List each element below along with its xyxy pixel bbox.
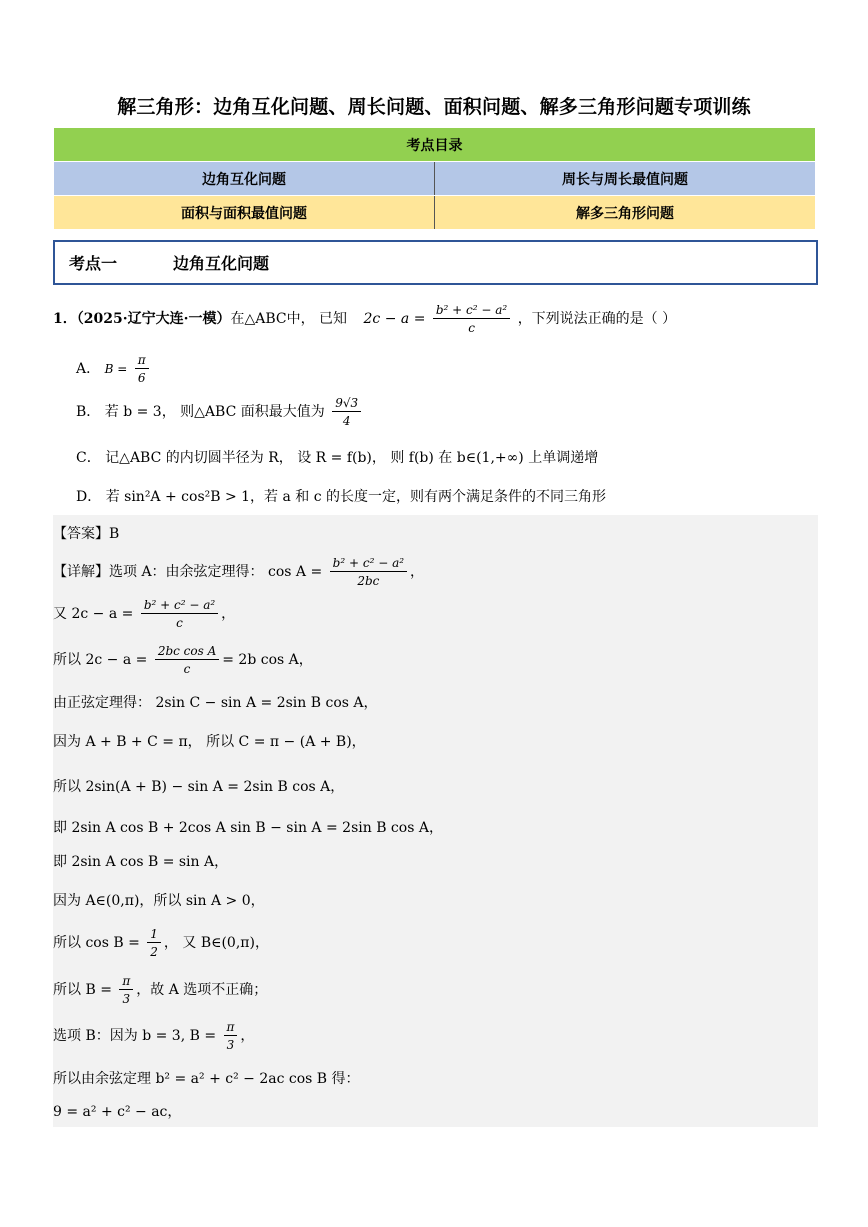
line-text-end: = 2b cos A， — [222, 652, 313, 668]
detail-line-4: 由正弦定理得： 2sin C − sin A = 2sin B cos A， — [53, 695, 378, 711]
line-text-end: ， 又 B∈(0,π)， — [163, 935, 269, 951]
option-b[interactable] — [76, 396, 364, 428]
toc-table — [53, 127, 816, 230]
option-text: 若 sin²A + cos²B > 1，若 a 和 c 的长度一定，则有两个满足条件的不同三角形 — [105, 489, 607, 505]
option-label: C． — [76, 450, 101, 466]
section-heading — [53, 240, 818, 285]
option-fraction — [135, 353, 149, 385]
stem-text-end: ，下列说法正确的是（ ） — [517, 311, 677, 327]
stem-text: 在△ABC中， 已知 — [230, 311, 348, 327]
fraction-denominator: 6 — [137, 371, 146, 385]
fraction-denominator: 4 — [342, 414, 351, 428]
fraction-numerator: π — [135, 353, 149, 369]
detail-line-14: 9 = a² + c² − ac， — [53, 1104, 182, 1120]
detail-line-9: 因为 A∈(0,π)，所以 sin A > 0， — [53, 893, 265, 909]
question-number: 1． — [53, 311, 77, 327]
line-fraction — [224, 1020, 238, 1052]
line-text-end: ， — [240, 1028, 255, 1044]
question-source: （2025·辽宁大连·一模） — [76, 311, 231, 327]
detail-line-6: 所以 2sin(A + B) − sin A = 2sin B cos A， — [53, 779, 345, 795]
detail-line-1 — [53, 556, 424, 588]
option-text: 记△ABC 的内切圆半径为 R， 设 R = f(b)， 则 f(b) 在 b∈(1,+∞) 上单调递增 — [105, 450, 599, 466]
detail-line-11 — [53, 974, 267, 1006]
question-stem — [53, 303, 676, 335]
option-fraction — [332, 396, 361, 428]
fraction-numerator: 2bc cos A — [155, 644, 219, 660]
section-label: 考点一 — [69, 254, 118, 273]
line-fraction — [119, 974, 133, 1006]
answer-line: 【答案】B — [53, 526, 120, 542]
line-text: 又 2c − a = — [53, 606, 134, 622]
fraction-numerator: b² + c² − a² — [433, 303, 510, 319]
option-c[interactable] — [76, 447, 598, 467]
fraction-numerator: b² + c² − a² — [141, 598, 218, 614]
toc-item[interactable]: 周长与周长最值问题 — [435, 162, 816, 196]
detail-line-2 — [53, 598, 235, 630]
detail-label: 【详解】 — [53, 564, 109, 580]
option-label: A． — [76, 361, 101, 377]
toc-item[interactable]: 边角互化问题 — [54, 162, 435, 196]
fraction-numerator: 9√3 — [332, 396, 361, 412]
stem-equation: 2c − a = — [363, 311, 426, 327]
fraction-numerator: b² + c² − a² — [330, 556, 407, 572]
line-text: 所以 2c − a = — [53, 652, 148, 668]
line-fraction — [330, 556, 407, 588]
fraction-denominator: 3 — [226, 1038, 235, 1052]
fraction-denominator: 3 — [122, 992, 131, 1006]
option-label: B． — [76, 404, 101, 420]
fraction-numerator: π — [224, 1020, 238, 1036]
option-label: D． — [76, 489, 102, 505]
detail-line-5: 因为 A + B + C = π， 所以 C = π − (A + B)， — [53, 734, 366, 750]
fraction-denominator: 2bc — [357, 574, 380, 588]
section-name: 边角互化问题 — [173, 254, 270, 273]
detail-line-3 — [53, 644, 313, 676]
toc-item[interactable]: 解多三角形问题 — [435, 196, 816, 230]
option-a[interactable] — [76, 353, 152, 385]
line-fraction — [147, 927, 161, 959]
line-text-end: ，故 A 选项不正确； — [136, 982, 268, 998]
toc-item[interactable]: 面积与面积最值问题 — [54, 196, 435, 230]
line-text: 所以 cos B = — [53, 935, 140, 951]
line-fraction — [141, 598, 218, 630]
line-text-end: ， — [410, 564, 425, 580]
fraction-denominator: c — [183, 662, 191, 676]
detail-line-7: 即 2sin A cos B + 2cos A sin B − sin A = 2sin B cos A， — [53, 820, 443, 836]
toc-header: 考点目录 — [54, 128, 816, 162]
fraction-numerator: 1 — [147, 927, 161, 943]
stem-fraction — [433, 303, 510, 335]
detail-line-10 — [53, 927, 269, 959]
option-d[interactable] — [76, 486, 606, 506]
detail-line-13: 所以由余弦定理 b² = a² + c² − 2ac cos B 得： — [53, 1071, 360, 1087]
line-text: 选项 B：因为 b = 3, B = — [53, 1028, 217, 1044]
detail-line-12 — [53, 1020, 254, 1052]
line-text-end: ， — [221, 606, 236, 622]
detail-line-8: 即 2sin A cos B = sin A， — [53, 854, 229, 870]
line-text: 选项 A：由余弦定理得： cos A = — [109, 564, 323, 580]
fraction-denominator: c — [468, 321, 475, 335]
fraction-denominator: c — [176, 616, 183, 630]
option-text: B = — [104, 362, 128, 376]
line-fraction — [155, 644, 219, 676]
page-title: 解三角形：边角互化问题、周长问题、面积问题、解多三角形问题专项训练 — [117, 96, 751, 118]
fraction-denominator: 2 — [150, 945, 158, 959]
fraction-numerator: π — [119, 974, 133, 990]
option-text: 若 b = 3， 则△ABC 面积最大值为 — [104, 404, 325, 420]
line-text: 所以 B = — [53, 982, 112, 998]
